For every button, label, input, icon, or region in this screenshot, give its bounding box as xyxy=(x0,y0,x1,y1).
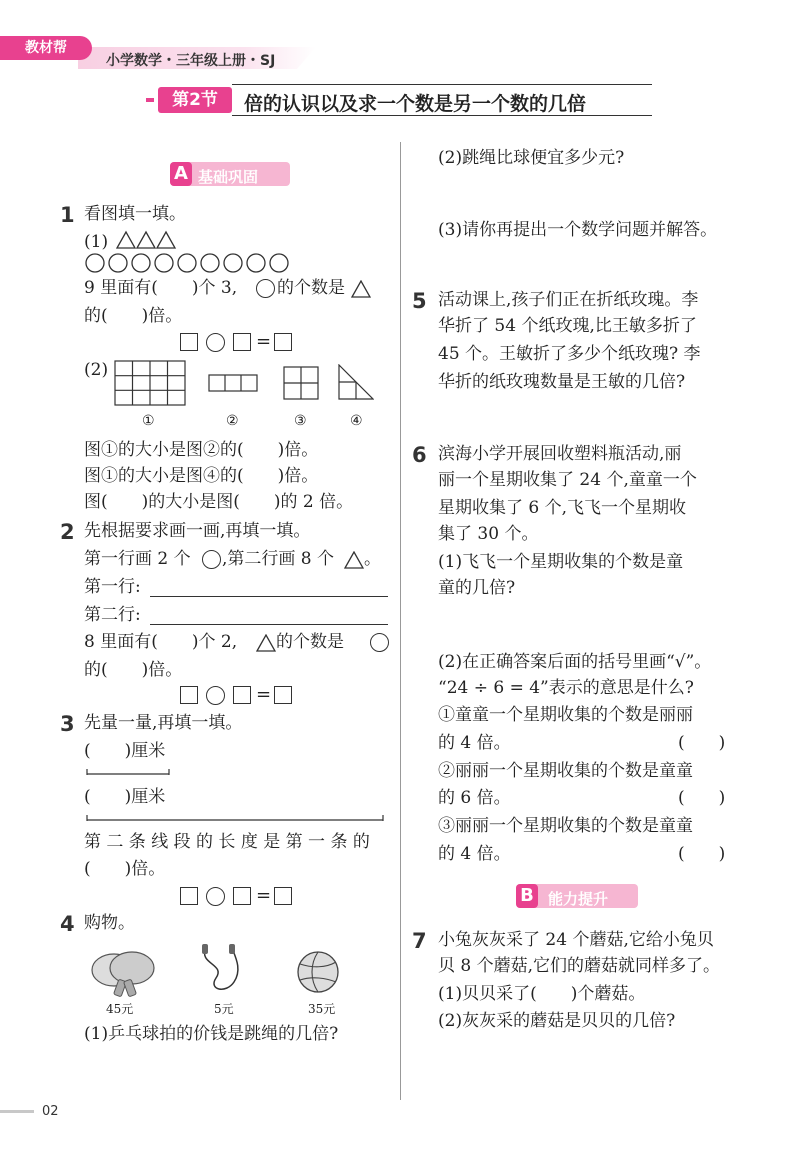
q7-line1: 小兔灰灰采了 24 个蘑菇,它给小兔贝 xyxy=(438,930,714,950)
triangle-shape xyxy=(137,232,155,248)
figure-label-3: ③ xyxy=(294,413,307,429)
triangle-symbol xyxy=(256,634,276,652)
circle-symbol xyxy=(202,550,221,569)
q2-row2-line[interactable] xyxy=(150,624,388,625)
answer-box[interactable] xyxy=(180,333,198,351)
q5-number: 5 xyxy=(412,289,427,313)
circle-symbol xyxy=(256,279,275,298)
answer-box[interactable] xyxy=(274,887,292,905)
q1-number: 1 xyxy=(60,203,75,227)
q6-number: 6 xyxy=(412,443,427,467)
q6-line: 滨海小学开展回收塑料瓶活动,丽 xyxy=(438,444,682,464)
section-tag: 第2节 xyxy=(158,87,232,113)
q6-line: 星期收集了 6 个,飞飞一个星期收 xyxy=(438,498,687,518)
q1-p2-label: (2) xyxy=(84,360,109,380)
badge-b-letter: B xyxy=(516,884,538,908)
q1-p1-line1: 9 里面有( )个 3, xyxy=(84,278,238,298)
q3-title: 先量一量,再填一填。 xyxy=(84,713,243,733)
answer-box[interactable] xyxy=(233,333,251,351)
badge-a-letter: A xyxy=(170,162,192,186)
q7-number: 7 xyxy=(412,929,427,953)
triangles-row xyxy=(116,230,178,250)
equals-sign: = xyxy=(256,684,272,705)
q6-line: 集了 30 个。 xyxy=(438,524,539,544)
q6-p2a: (2)在正确答案后面的括号里画“√”。 xyxy=(438,652,712,672)
q6-opt3a: ③丽丽一个星期收集的个数是童童 xyxy=(438,816,693,836)
q2-line4: 的( )倍。 xyxy=(84,660,183,680)
q1-p1-line2: 的( )倍。 xyxy=(84,306,183,326)
triangle-shape xyxy=(117,232,135,248)
figure-3-square xyxy=(283,366,319,400)
answer-box[interactable] xyxy=(180,887,198,905)
section-rule-top xyxy=(232,84,652,85)
q3-len2: ( )厘米 xyxy=(84,787,166,807)
q1-p2-line1: 图①的大小是图②的( )倍。 xyxy=(84,440,319,460)
q2-row1-line[interactable] xyxy=(150,596,388,597)
q1-title: 看图填一填。 xyxy=(84,204,186,224)
circle-symbol xyxy=(370,633,389,652)
q4-number: 4 xyxy=(60,912,75,936)
q6-p2b: “24 ÷ 6 = 4”表示的意思是什么? xyxy=(438,678,694,698)
price-rope: 5元 xyxy=(214,1002,234,1016)
equals-sign: = xyxy=(256,331,272,352)
circle-shape xyxy=(224,254,242,272)
figure-label-4: ④ xyxy=(350,413,363,429)
section-dash xyxy=(146,98,154,102)
circle-shape xyxy=(247,254,265,272)
q4-title: 购物。 xyxy=(84,913,135,933)
answer-box[interactable] xyxy=(274,686,292,704)
triangle-symbol xyxy=(344,551,364,569)
q6-opt1-check[interactable]: ( ) xyxy=(678,733,726,753)
ping-pong-paddles-icon xyxy=(86,948,158,998)
q6-opt1b: 的 4 倍。 xyxy=(438,733,511,753)
q2-line1a: 第一行画 2 个 xyxy=(84,549,191,569)
q2-row1-label: 第一行: xyxy=(84,577,141,597)
figure-2-strip xyxy=(208,374,258,392)
header-tag: 教材帮 xyxy=(0,36,92,60)
answer-box[interactable] xyxy=(274,333,292,351)
q7-line2: 贝 8 个蘑菇,它们的蘑菇就同样多了。 xyxy=(438,956,721,976)
q7-p2: (2)灰灰采的蘑菇是贝贝的几倍? xyxy=(438,1011,676,1031)
q2-line3a: 8 里面有( )个 2, xyxy=(84,632,238,652)
q6-p1a: (1)飞飞一个星期收集的个数是童 xyxy=(438,552,684,572)
segment-2 xyxy=(86,814,384,822)
q6-opt2b: 的 6 倍。 xyxy=(438,788,511,808)
q6-opt3b: 的 4 倍。 xyxy=(438,844,511,864)
q6-opt2a: ②丽丽一个星期收集的个数是童童 xyxy=(438,761,693,781)
q2-line1b: ,第二行画 8 个 xyxy=(222,549,335,569)
circles-row xyxy=(84,252,298,274)
q4-p1: (1)乒乓球拍的价钱是跳绳的几倍? xyxy=(84,1024,339,1044)
q3-len1: ( )厘米 xyxy=(84,741,166,761)
circle-shape xyxy=(270,254,288,272)
q5-line: 华折的纸玫瑰数量是王敏的几倍? xyxy=(438,372,686,392)
header-subtitle: 小学数学・三年级上册・SJ xyxy=(106,53,276,69)
column-divider xyxy=(400,142,401,1100)
figure-4-triangle xyxy=(338,364,374,400)
q2-title: 先根据要求画一画,再填一填。 xyxy=(84,521,311,541)
answer-box[interactable] xyxy=(233,887,251,905)
q2-line1c: 。 xyxy=(364,549,381,569)
answer-box[interactable] xyxy=(180,686,198,704)
q5-line: 45 个。王敏折了多少个纸玫瑰? 李 xyxy=(438,344,701,364)
jump-rope-icon xyxy=(196,944,246,998)
price-paddle: 45元 xyxy=(106,1002,134,1016)
q1-p1-line1b: 的个数是 xyxy=(277,278,345,298)
triangle-shape xyxy=(157,232,175,248)
operator-circle[interactable] xyxy=(206,686,225,705)
q2-number: 2 xyxy=(60,520,75,544)
operator-circle[interactable] xyxy=(206,887,225,906)
badge-a-label: 基础巩固 xyxy=(198,168,259,186)
operator-circle[interactable] xyxy=(206,333,225,352)
q6-opt3-check[interactable]: ( ) xyxy=(678,844,726,864)
q4-p2: (2)跳绳比球便宜多少元? xyxy=(438,148,625,168)
page-number: 02 xyxy=(42,1104,59,1119)
q3-line3: 第 二 条 线 段 的 长 度 是 第 一 条 的 xyxy=(84,832,370,852)
q2-row2-label: 第二行: xyxy=(84,605,141,625)
answer-box[interactable] xyxy=(233,686,251,704)
figure-label-1: ① xyxy=(142,413,155,429)
q5-line: 华折了 54 个纸玫瑰,比王敏多折了 xyxy=(438,316,697,336)
q6-p1b: 童的几倍? xyxy=(438,578,516,598)
figure-1-grid xyxy=(114,360,186,406)
equals-sign: = xyxy=(256,885,272,906)
q2-line3b: 的个数是 xyxy=(276,632,344,652)
volleyball-icon xyxy=(296,950,340,994)
circle-shape xyxy=(178,254,196,272)
section-title: 倍的认识以及求一个数是另一个数的几倍 xyxy=(244,93,587,115)
circle-shape xyxy=(109,254,127,272)
triangle-symbol xyxy=(351,280,371,298)
circle-shape xyxy=(201,254,219,272)
page-bar xyxy=(0,1110,34,1113)
price-ball: 35元 xyxy=(308,1002,336,1016)
q3-line4: ( )倍。 xyxy=(84,859,166,879)
q6-line: 丽一个星期收集了 24 个,童童一个 xyxy=(438,470,697,490)
q5-line: 活动课上,孩子们正在折纸玫瑰。李 xyxy=(438,290,699,310)
figure-label-2: ② xyxy=(226,413,239,429)
badge-b-label: 能力提升 xyxy=(548,890,609,908)
q3-number: 3 xyxy=(60,712,75,736)
q4-p3: (3)请你再提出一个数学问题并解答。 xyxy=(438,220,718,240)
q1-p2-line2: 图①的大小是图④的( )倍。 xyxy=(84,466,319,486)
q1-p1-label: (1) xyxy=(84,232,109,252)
q7-p1: (1)贝贝采了( )个蘑菇。 xyxy=(438,984,646,1004)
q6-opt1a: ①童童一个星期收集的个数是丽丽 xyxy=(438,705,693,725)
circle-shape xyxy=(132,254,150,272)
q6-opt2-check[interactable]: ( ) xyxy=(678,788,726,808)
circle-shape xyxy=(86,254,104,272)
segment-1 xyxy=(86,768,170,776)
q1-p2-line3: 图( )的大小是图( )的 2 倍。 xyxy=(84,492,354,512)
circle-shape xyxy=(155,254,173,272)
